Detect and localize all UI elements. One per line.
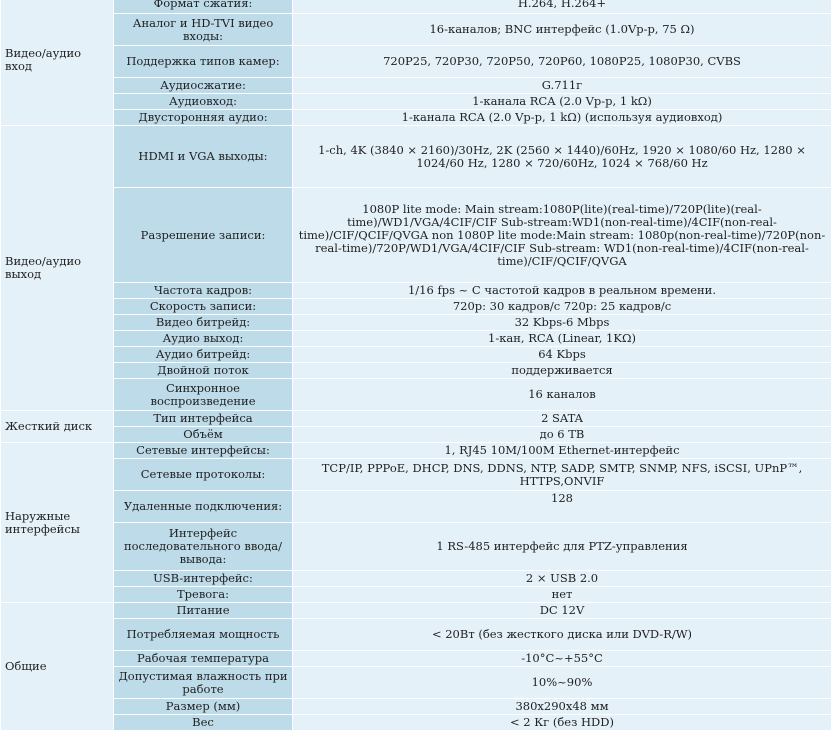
table-row [1, 523, 831, 571]
param-value: 16 каналов [293, 379, 831, 411]
param-label: Интерфейс последовательного ввода/вывода: [114, 523, 293, 571]
param-value: 720P25, 720P30, 720P50, 720P60, 1080P25, 1080P30, CVBS [293, 46, 831, 78]
param-label: Аудио выход: [114, 331, 293, 347]
table-row [1, 443, 831, 459]
param-label: Скорость записи: [114, 299, 293, 315]
param-label: Тип интерфейса [114, 411, 293, 427]
table-row [1, 619, 831, 651]
param-label: Потребляемая мощность [114, 619, 293, 651]
table-row [1, 459, 831, 491]
group-label-general: Общие [1, 603, 114, 731]
param-label: Питание [114, 603, 293, 619]
table-row [1, 603, 831, 619]
param-label: Размер (мм) [114, 699, 293, 715]
param-label: Тревога: [114, 587, 293, 603]
table-row [1, 188, 831, 283]
param-value: 1-кан, RCA (Linear, 1KΩ) [293, 331, 831, 347]
table-row [1, 363, 831, 379]
table-row [1, 110, 831, 126]
param-label: Двойной поток [114, 363, 293, 379]
param-value: 16-каналов; BNC интерфейс (1.0Vp-p, 75 Ω) [293, 14, 831, 46]
param-value: 1-канала RCA (2.0 Vp-p, 1 kΩ) [293, 94, 831, 110]
param-value: 1/16 fps ~ С частотой кадров в реальном времени. [293, 283, 831, 299]
param-label: Сетевые протоколы: [114, 459, 293, 491]
param-value: 1080P lite mode: Main stream:1080P(lite)(real-time)/720P(lite)(real-time)/WD1/VGA/4CIF/CIF Sub-stream:WD1(non-real-time)/4CIF(non-real-time)/CIF/QCIF/QVGA non 1080P lite mode:Main stream: 1080p(non-real-time)/720P(non-real-time)/720P/WD1/VGA/4CIF/CIF Sub-stream: WD1(non-real-time)/4CIF(non-real-time)/CIF/QCIF/QVGA [293, 188, 831, 283]
param-label: Двусторонняя аудио: [114, 110, 293, 126]
table-row [1, 699, 831, 715]
param-value: 2 SATA [293, 411, 831, 427]
param-value: нет [293, 587, 831, 603]
param-label: Синхронное воспроизведение [114, 379, 293, 411]
table-row [1, 587, 831, 603]
param-label: Аудио битрейд: [114, 347, 293, 363]
param-label: Видео битрейд: [114, 315, 293, 331]
table-row [1, 651, 831, 667]
param-label: Объём [114, 427, 293, 443]
param-value: 1-ch, 4K (3840 × 2160)/30Hz, 2K (2560 × 1440)/60Hz, 1920 × 1080/60 Hz, 1280 × 1024/60 Hz, 1280 × 720/60Hz, 1024 × 768/60 Hz [293, 126, 831, 188]
param-label: Аудиосжатие: [114, 78, 293, 94]
param-value: поддерживается [293, 363, 831, 379]
group-label-hdd: Жесткий диск [1, 411, 114, 443]
group-label-external: Наружные интерфейсы [1, 443, 114, 603]
param-label: Разрешение записи: [114, 188, 293, 283]
param-label: Аналог и HD-TVI видео входы: [114, 14, 293, 46]
table-row [1, 78, 831, 94]
param-value: < 20Вт (без жесткого диска или DVD-R/W) [293, 619, 831, 651]
param-value: H.264, H.264+ [293, 0, 831, 14]
param-value: 10%~90% [293, 667, 831, 699]
param-label: Частота кадров: [114, 283, 293, 299]
table-row [1, 14, 831, 46]
table-row [1, 427, 831, 443]
param-value: 1-канала RCA (2.0 Vp-p, 1 kΩ) (используя аудиовход) [293, 110, 831, 126]
param-value: -10°C~+55°C [293, 651, 831, 667]
table-row [1, 379, 831, 411]
table-row [1, 283, 831, 299]
group-label-video-audio-in: Видео/аудио вход [1, 0, 114, 126]
param-value: 380x290x48 мм [293, 699, 831, 715]
table-row [1, 667, 831, 699]
param-label: Формат сжатия: [114, 0, 293, 14]
table-row [1, 571, 831, 587]
param-value: 720р: 30 кадров/с 720р: 25 кадров/с [293, 299, 831, 315]
param-label: Аудиовход: [114, 94, 293, 110]
table-row [1, 299, 831, 315]
table-row [1, 315, 831, 331]
param-label: Поддержка типов камер: [114, 46, 293, 78]
table-row [1, 491, 831, 523]
table-row [1, 347, 831, 363]
param-value: < 2 Кг (без HDD) [293, 715, 831, 731]
param-label: Удаленные подключения: [114, 491, 293, 523]
table-row [1, 411, 831, 427]
table-row [1, 0, 831, 14]
table-row [1, 331, 831, 347]
param-value: 64 Kbps [293, 347, 831, 363]
param-value: TCP/IP, PPPoE, DHCP, DNS, DDNS, NTP, SADP, SMTP, SNMP, NFS, iSCSI, UPnP™, HTTPS,ONVIF [293, 459, 831, 491]
table-row [1, 46, 831, 78]
param-value: 32 Kbps-6 Mbps [293, 315, 831, 331]
table-row [1, 94, 831, 110]
param-label: Сетевые интерфейсы: [114, 443, 293, 459]
param-label: Вес [114, 715, 293, 731]
param-value: 2 × USB 2.0 [293, 571, 831, 587]
param-label: HDMI и VGA выходы: [114, 126, 293, 188]
group-label-video-audio-out: Видео/аудио выход [1, 126, 114, 411]
param-label: Рабочая температура [114, 651, 293, 667]
param-value: 1, RJ45 10M/100M Ethernet-интерфейс [293, 443, 831, 459]
table-row [1, 126, 831, 188]
param-value: 128 [293, 491, 831, 523]
param-label: Допустимая влажность при работе [114, 667, 293, 699]
param-value: до 6 ТВ [293, 427, 831, 443]
param-label: USB-интерфейс: [114, 571, 293, 587]
table-row [1, 715, 831, 731]
param-value: DC 12V [293, 603, 831, 619]
param-value: 1 RS-485 интерфейс для PTZ-управления [293, 523, 831, 571]
param-value: G.711г [293, 78, 831, 94]
